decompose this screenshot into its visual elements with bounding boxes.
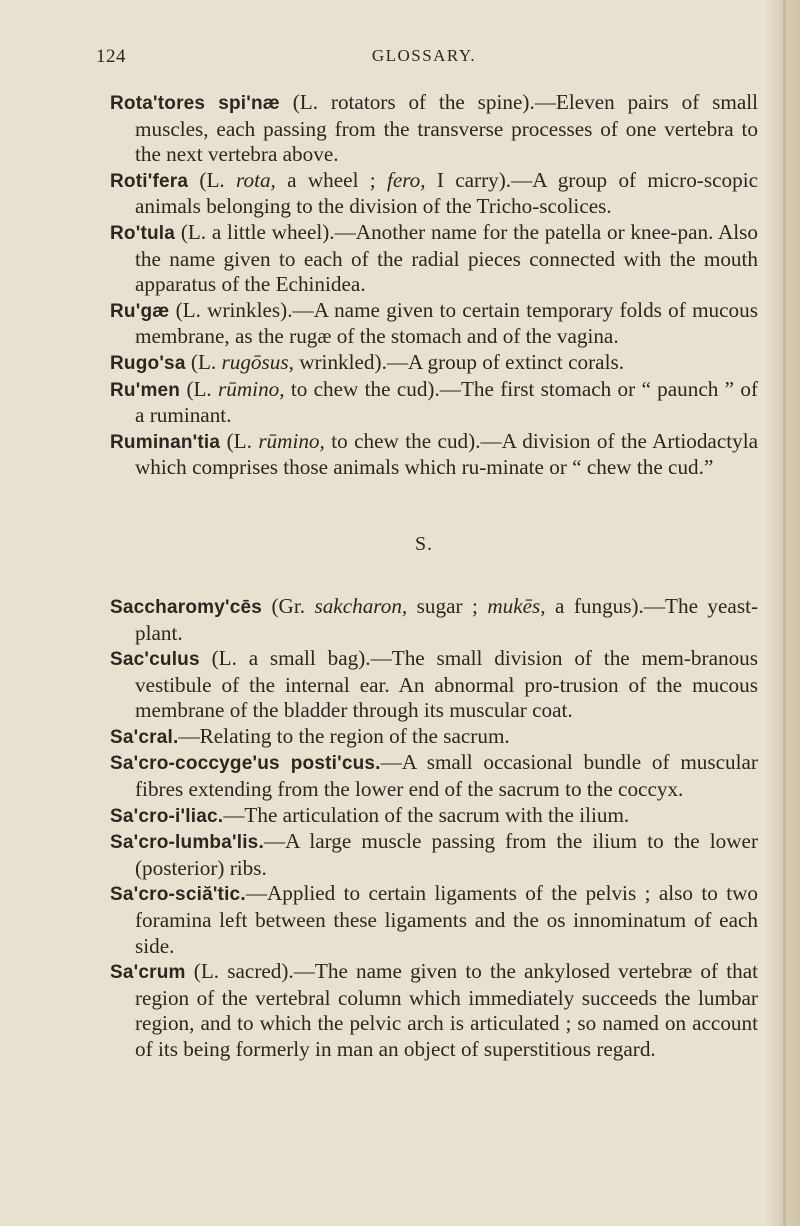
etymology-word: sakcharon, xyxy=(314,593,408,618)
definition: —A large muscle passing from the ilium to the lower (posterior) ribs. xyxy=(135,829,758,880)
headword: Saccharomy'cēs xyxy=(110,596,263,618)
glossary-entry-sacrum xyxy=(110,959,758,1062)
headword: Ruminan'tia xyxy=(110,431,221,453)
headword: Sac'culus xyxy=(110,649,200,671)
definition: (L. rotators of the spine).—Eleven pairs of small muscles, each passing from the transverse processes of one vertebra to the next vertebra above. xyxy=(135,90,759,167)
definition-part: (L. xyxy=(190,349,222,374)
entries-s xyxy=(110,594,758,1063)
headword: Ru'gæ xyxy=(110,300,170,322)
page-edge xyxy=(783,0,786,1226)
headword: Sa'cro-sciă'tic. xyxy=(110,884,246,906)
page-number: 124 xyxy=(96,46,126,67)
etymology-word: rugōsus, xyxy=(221,349,294,374)
headword: Sa'crum xyxy=(110,962,186,984)
glossary-entry-rotatores-spinae xyxy=(110,90,758,168)
etymology-word: rūmino, xyxy=(258,428,325,453)
definition-part: a fungus).—The yeast-plant. xyxy=(135,593,759,645)
definition: —The articulation of the sacrum with the ilium. xyxy=(223,802,630,827)
definition: —Relating to the region of the sacrum. xyxy=(178,723,510,748)
glossary-entry-sacculus xyxy=(110,646,758,724)
etymology-word: mukēs, xyxy=(487,593,546,618)
definition: (L. a small bag).—The small division of the mem-branous vestibule of the internal ear. An abnormal pro-trusion of the mucous membrane of the bladder through its muscular coat. xyxy=(135,646,759,723)
glossary-entry-rotifera xyxy=(110,168,758,220)
etymology-word: fero, xyxy=(386,167,426,192)
glossary-entry-sacro-lumbalis xyxy=(110,829,758,881)
definition: (L. a little wheel).—Another name for the patella or knee-pan. Also the name given to each of the radial pieces connected with the mouth apparatus of the Echinidea. xyxy=(135,219,759,297)
headword: Sa'cral. xyxy=(110,726,179,748)
headword: Rota'tores spi'næ xyxy=(110,93,280,114)
glossary-entry-sacro-sciatic xyxy=(110,881,758,959)
glossary-entry-ruminantia xyxy=(110,429,758,481)
running-head: GLOSSARY. xyxy=(371,46,477,65)
glossary-entry-saccharomyces xyxy=(110,594,758,646)
headword: Rugo'sa xyxy=(110,352,186,374)
definition-part: (L. xyxy=(186,376,219,401)
headword: Ro'tula xyxy=(110,222,176,244)
headword: Sa'cro-lumba'lis. xyxy=(110,832,264,854)
glossary-entry-rugosa xyxy=(110,350,758,377)
glossary-entry-sacral xyxy=(110,724,758,751)
entries-r xyxy=(110,90,758,481)
definition-part: (L. xyxy=(226,428,259,453)
definition-part: I carry).—A group of micro-scopic animals belonging to the division of the Tricho-scolices. xyxy=(135,167,758,219)
definition-part: (Gr. xyxy=(271,593,315,618)
definition: —Applied to certain ligaments of the pelvis ; also to two foramina left between these ligaments and the os innominatum of each side. xyxy=(135,881,758,958)
glossary-entry-sacro-iliac xyxy=(110,803,758,830)
definition-part: a wheel ; xyxy=(275,167,387,192)
etymology-word: rota, xyxy=(236,167,276,192)
definition-part: wrinkled).—A group of extinct corals. xyxy=(293,349,624,374)
definition: (L. wrinkles).—A name given to certain temporary folds of mucous membrane, as the rugæ of the stomach and of the vagina. xyxy=(135,297,758,349)
headword: Sa'cro-coccyge'us posti'cus. xyxy=(110,753,381,775)
definition: (L. sacred).—The name given to the ankylosed vertebræ of that region of the vertebral column which immediately succeeds the lumbar region, and to which the pelvic arch is articulated ; so named on account of its being formerly in man an object of superstitious regard. xyxy=(135,959,758,1061)
definition-part: to chew the cud).—A division of the Artiodactyla which comprises those animals which ru-minate or “ chew the cud.” xyxy=(135,428,759,480)
etymology-word: rūmino, xyxy=(218,376,285,401)
glossary-content xyxy=(110,90,758,1063)
glossary-entry-rumen xyxy=(110,377,758,429)
headword: Ru'men xyxy=(110,379,181,401)
glossary-entry-rotula xyxy=(110,220,758,298)
definition-part: to chew the cud).—The first stomach or “ paunch ” of a ruminant. xyxy=(135,376,759,428)
section-letter: S. xyxy=(414,532,434,555)
definition-part: sugar ; xyxy=(407,593,488,618)
glossary-entry-rugae xyxy=(110,298,758,350)
definition-part: (L. xyxy=(199,167,237,192)
headword: Sa'cro-i'liac. xyxy=(110,805,224,827)
headword: Roti'fera xyxy=(110,170,189,192)
page-header xyxy=(96,46,752,72)
glossary-entry-sacro-coccygeus-posticus xyxy=(110,750,758,802)
definition: —A small occasional bundle of muscular fibres extending from the lower end of the sacrum to the coccyx. xyxy=(135,750,758,802)
